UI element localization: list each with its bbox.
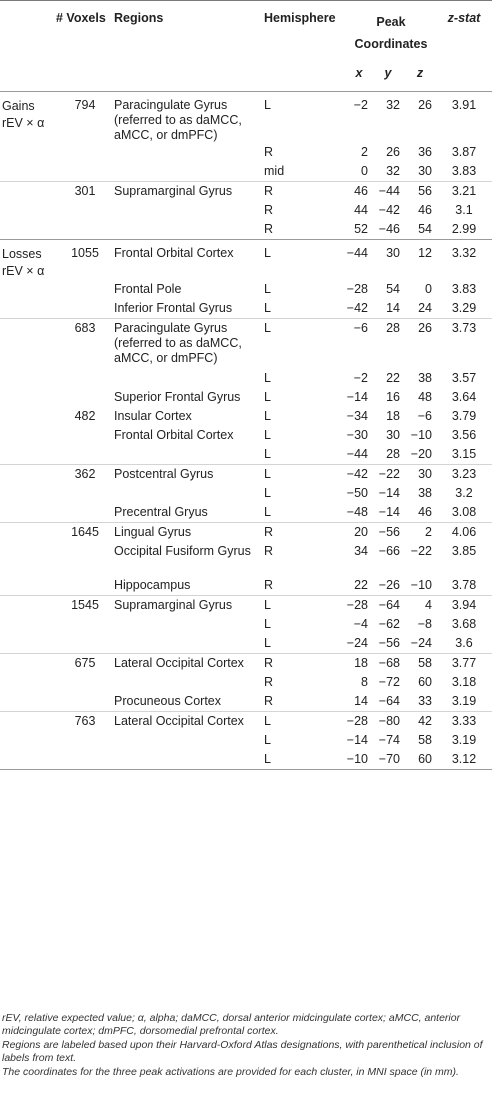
region-cell: Frontal Orbital Cortex [114,427,234,442]
hemisphere-cell: L [264,711,346,731]
header-condition [0,1,56,56]
y-cell: −68 [372,653,404,673]
voxels-cell [56,542,114,576]
condition-cell [0,162,56,182]
x-cell: −44 [346,446,368,461]
voxels-cell [56,615,114,634]
hemisphere-cell: mid [264,163,285,178]
zstat-cell: 3.33 [436,711,492,731]
zstat-cell: 3.2 [455,485,473,500]
header-zstat: z-stat [436,1,492,56]
region-cell: Inferior Frontal Gyrus [114,300,233,315]
voxels-cell: 1645 [56,522,114,542]
table-row [0,464,492,484]
zstat-cell: 2.99 [451,221,477,236]
table-body [0,91,492,769]
table-row [0,542,492,576]
z-cell: 38 [418,370,432,385]
x-cell: −48 [346,504,368,519]
table-row [0,595,492,615]
z-cell: 4 [404,595,436,615]
z-cell: 0 [425,281,432,296]
condition-cell [0,220,56,240]
voxels-cell [56,634,114,654]
hemisphere-cell: L [264,91,346,143]
zstat-cell: 3.68 [451,616,477,631]
hemisphere-cell: L [264,300,271,315]
y-cell: 28 [386,446,400,461]
x-cell: −42 [346,464,372,484]
hemisphere-cell: R [264,674,274,689]
voxels-cell [56,445,114,465]
hemisphere-cell: R [264,577,274,592]
region-cell: Supramarginal Gyrus [114,595,264,615]
zstat-cell: 3.56 [451,427,477,442]
voxels-cell: 1545 [56,595,114,615]
zstat-cell: 3.1 [455,202,473,217]
region-cell: Lateral Occipital Cortex [114,653,264,673]
x-cell: −2 [353,370,368,385]
voxels-cell [56,280,114,299]
y-cell: 16 [386,389,400,404]
region-cell: Postcentral Gyrus [114,464,264,484]
x-cell: 52 [354,221,368,236]
condition-cell [0,576,56,596]
region-cell: Lingual Gyrus [114,522,264,542]
condition-cell [0,445,56,465]
footnote-abbreviations: rEV, relative expected value; α, alpha; daMCC, dorsal anterior midcingulate cortex; aMCC, anterior midcingulate cortex; dmPFC, dorsomedial prefrontal cortex. [2,1012,461,1037]
table-row [0,201,492,220]
z-cell: −22 [410,543,432,558]
hemisphere-cell: R [264,693,274,708]
table-row [0,388,492,407]
header-x: x [355,66,363,80]
hemisphere-cell: L [264,464,346,484]
footnote-regions: Regions are labeled based upon their Harvard-Oxford Atlas designations, with parenthetical inclusion of labels from text. [2,1039,483,1064]
zstat-cell: 3.78 [451,577,477,592]
z-cell: −8 [417,616,432,631]
y-cell: 26 [386,144,400,159]
region-cell: Procuneous Cortex [114,693,222,708]
table-row [0,91,492,143]
header-hemisphere: Hemisphere [264,1,346,56]
y-cell: −44 [372,181,404,201]
table-row [0,318,492,369]
x-cell: −4 [353,616,368,631]
table-row [0,692,492,712]
zstat-cell: 3.94 [436,595,492,615]
table-row [0,220,492,240]
x-cell: −50 [346,485,368,500]
hemisphere-cell: L [264,281,271,296]
voxels-cell: 683 [56,318,114,369]
y-cell: −42 [378,202,400,217]
table-row [0,576,492,596]
y-cell: −74 [378,732,400,747]
region-cell: Paracingulate Gyrus (referred to as daMCC, aMCC, or dmPFC) [114,91,264,143]
y-cell: −26 [378,577,400,592]
y-cell: 28 [372,318,404,369]
z-cell: 26 [404,91,436,143]
voxels-cell [56,426,114,445]
condition-cell [0,407,56,426]
x-cell: −24 [346,635,368,650]
x-cell: −28 [346,711,372,731]
condition-cell [0,464,56,484]
y-cell: 32 [372,91,404,143]
x-cell: −28 [346,281,368,296]
x-cell: 0 [361,163,368,178]
zstat-cell: 3.64 [451,389,477,404]
z-cell: 54 [418,221,432,236]
voxels-cell [56,503,114,523]
condition-cell [0,711,56,731]
region-cell [114,634,264,654]
voxels-cell: 794 [56,91,114,143]
region-cell: Hippocampus [114,577,191,592]
z-cell: 26 [404,318,436,369]
x-cell: −2 [346,91,372,143]
x-cell: −14 [346,732,368,747]
zstat-cell: 3.73 [436,318,492,369]
zstat-cell: 3.18 [451,674,477,689]
x-cell: 34 [354,543,368,558]
condition-cell [0,595,56,615]
table-row [0,634,492,654]
z-cell: 2 [404,522,436,542]
voxels-cell: 675 [56,653,114,673]
zstat-cell: 3.6 [455,635,473,650]
voxels-cell [56,143,114,162]
z-cell: 48 [418,389,432,404]
z-cell: −10 [410,577,432,592]
header-peak-line2: Coordinates [354,37,428,51]
zstat-cell: 3.83 [451,163,477,178]
z-cell: 56 [404,181,436,201]
hemisphere-cell: L [264,427,271,442]
condition-cell [0,522,56,542]
y-cell: 30 [372,239,404,280]
voxels-cell: 301 [56,181,114,201]
y-cell: −62 [378,616,400,631]
voxels-cell [56,299,114,319]
zstat-cell: 3.23 [436,464,492,484]
hemisphere-cell: L [264,408,271,423]
y-cell: 22 [386,370,400,385]
hemisphere-cell: R [264,653,346,673]
region-cell: Occipital Fusiform Gyrus [114,543,251,558]
header-z: z [416,66,424,80]
condition-cell [0,181,56,201]
region-cell [114,731,264,750]
condition-cell [0,542,56,576]
region-cell: Supramarginal Gyrus [114,181,264,201]
region-cell: Insular Cortex [114,408,192,423]
y-cell: −46 [378,221,400,236]
z-cell: 46 [418,504,432,519]
header-regions: Regions [114,1,264,56]
footnote-coordinates: The coordinates for the three peak activations are provided for each cluster, in MNI space (in mm). [2,1066,459,1078]
condition-cell [0,503,56,523]
condition-cell [0,731,56,750]
x-cell: 8 [361,674,368,689]
region-cell: Precentral Gryus [114,504,208,519]
condition-cell [0,426,56,445]
z-cell: −20 [410,446,432,461]
hemisphere-cell: L [264,239,346,280]
table-row [0,426,492,445]
condition-cell [0,369,56,388]
voxels-cell [56,484,114,503]
hemisphere-cell: L [264,504,271,519]
voxels-cell: 763 [56,711,114,731]
table-row [0,750,492,770]
header-peak-line1: Peak [376,15,406,29]
y-cell: −14 [378,504,400,519]
zstat-cell: 3.08 [451,504,477,519]
header-peak-coordinates [346,1,436,56]
condition-cell [0,673,56,692]
region-cell [114,369,264,388]
table-row [0,143,492,162]
hemisphere-cell: R [264,522,346,542]
z-cell: 60 [418,674,432,689]
zstat-cell: 3.77 [436,653,492,673]
table-row [0,181,492,201]
voxels-cell [56,673,114,692]
y-cell: 14 [386,300,400,315]
region-cell [114,615,264,634]
hemisphere-cell: L [264,318,346,369]
region-cell [114,220,264,240]
voxels-cell [56,731,114,750]
x-cell: 2 [361,144,368,159]
y-cell: 54 [386,281,400,296]
region-cell: Paracingulate Gyrus (referred to as daMCC, aMCC, or dmPFC) [114,318,264,369]
y-cell: −64 [372,595,404,615]
voxels-cell [56,220,114,240]
zstat-cell: 3.91 [436,91,492,143]
x-cell: −14 [346,389,368,404]
table-row [0,280,492,299]
zstat-cell: 3.79 [451,408,477,423]
x-cell: −30 [346,427,368,442]
region-cell [114,750,264,770]
voxels-cell [56,162,114,182]
condition-cell [0,388,56,407]
region-cell [114,143,264,162]
z-cell: 30 [418,163,432,178]
hemisphere-cell: R [264,202,274,217]
condition-cell: Losses rEV × α [0,239,56,280]
y-cell: −22 [372,464,404,484]
hemisphere-cell: L [264,389,271,404]
zstat-cell: 3.29 [451,300,477,315]
table-row [0,731,492,750]
voxels-cell: 482 [74,408,96,423]
zstat-cell: 3.57 [451,370,477,385]
z-cell: 58 [404,653,436,673]
z-cell: 42 [404,711,436,731]
condition-cell [0,280,56,299]
voxels-cell [56,388,114,407]
table-row [0,407,492,426]
table-row [0,673,492,692]
y-cell: −14 [378,485,400,500]
x-cell: −28 [346,595,372,615]
table-footnotes [2,1012,490,1080]
voxels-cell: 362 [56,464,114,484]
voxels-cell [56,750,114,770]
condition-cell [0,653,56,673]
hemisphere-cell: L [264,370,271,385]
hemisphere-cell: R [264,181,346,201]
condition-cell [0,318,56,369]
voxels-cell [56,201,114,220]
table-row [0,522,492,542]
table-row [0,653,492,673]
hemisphere-cell: L [264,635,271,650]
voxels-cell [56,692,114,712]
z-cell: 12 [404,239,436,280]
condition-cell [0,484,56,503]
table-row [0,239,492,280]
zstat-cell: 3.21 [436,181,492,201]
header-y: y [384,66,392,80]
y-cell: 32 [386,163,400,178]
hemisphere-cell: R [264,543,274,558]
x-cell: 46 [346,181,372,201]
voxels-cell [56,369,114,388]
condition-cell [0,634,56,654]
zstat-cell: 3.12 [436,750,492,770]
table-row [0,503,492,523]
z-cell: −10 [410,427,432,442]
table-row [0,445,492,465]
condition-cell: Gains rEV × α [0,91,56,143]
z-cell: 30 [404,464,436,484]
y-cell: −80 [372,711,404,731]
region-cell: Frontal Pole [114,281,182,296]
condition-cell [0,299,56,319]
x-cell: −42 [346,300,368,315]
hemisphere-cell: L [264,595,346,615]
z-cell: 36 [418,144,432,159]
hemisphere-cell: R [264,144,274,159]
y-cell: 30 [386,427,400,442]
x-cell: 44 [354,202,368,217]
voxels-cell: 1055 [56,239,114,280]
z-cell: 60 [404,750,436,770]
y-cell: −66 [378,543,400,558]
x-cell: 18 [346,653,372,673]
zstat-cell: 3.83 [451,281,477,296]
hemisphere-cell: L [264,446,271,461]
header-voxels: # Voxels [56,1,114,56]
hemisphere-cell: L [264,485,271,500]
region-cell [114,673,264,692]
z-cell: 38 [418,485,432,500]
y-cell: −64 [378,693,400,708]
region-cell [114,484,264,503]
region-cell: Lateral Occipital Cortex [114,711,264,731]
hemisphere-cell: L [264,732,271,747]
table-row [0,711,492,731]
hemisphere-cell: L [264,750,346,770]
zstat-cell: 3.87 [451,144,477,159]
z-cell: −24 [410,635,432,650]
condition-cell [0,615,56,634]
region-cell: Superior Frontal Gyrus [114,389,241,404]
x-cell: 14 [354,693,368,708]
hemisphere-cell: L [264,616,271,631]
x-cell: −10 [346,750,372,770]
region-cell [114,162,264,182]
y-cell: −56 [378,635,400,650]
condition-cell [0,692,56,712]
condition-cell [0,143,56,162]
voxels-cell [56,576,114,596]
table-row [0,162,492,182]
y-cell: 18 [386,408,400,423]
table-row [0,615,492,634]
y-cell: −70 [372,750,404,770]
zstat-cell: 3.32 [436,239,492,280]
condition-cell [0,201,56,220]
region-cell [114,201,264,220]
hemisphere-cell: R [264,221,274,236]
z-cell: 46 [418,202,432,217]
z-cell: 58 [418,732,432,747]
region-cell: Frontal Orbital Cortex [114,239,264,280]
table-row [0,484,492,503]
z-cell: 24 [418,300,432,315]
y-cell: −56 [372,522,404,542]
zstat-cell: 3.19 [451,732,477,747]
z-cell: 33 [418,693,432,708]
x-cell: −34 [346,408,368,423]
condition-cell [0,750,56,770]
table-row [0,299,492,319]
z-cell: −6 [417,408,432,423]
y-cell: −72 [378,674,400,689]
zstat-cell: 3.85 [451,543,477,558]
zstat-cell: 3.19 [451,693,477,708]
zstat-cell: 4.06 [436,522,492,542]
x-cell: 20 [346,522,372,542]
zstat-cell: 3.15 [451,446,477,461]
x-cell: −44 [346,239,372,280]
region-cell [114,445,264,465]
x-cell: 22 [354,577,368,592]
x-cell: −6 [346,318,372,369]
table-row [0,369,492,388]
